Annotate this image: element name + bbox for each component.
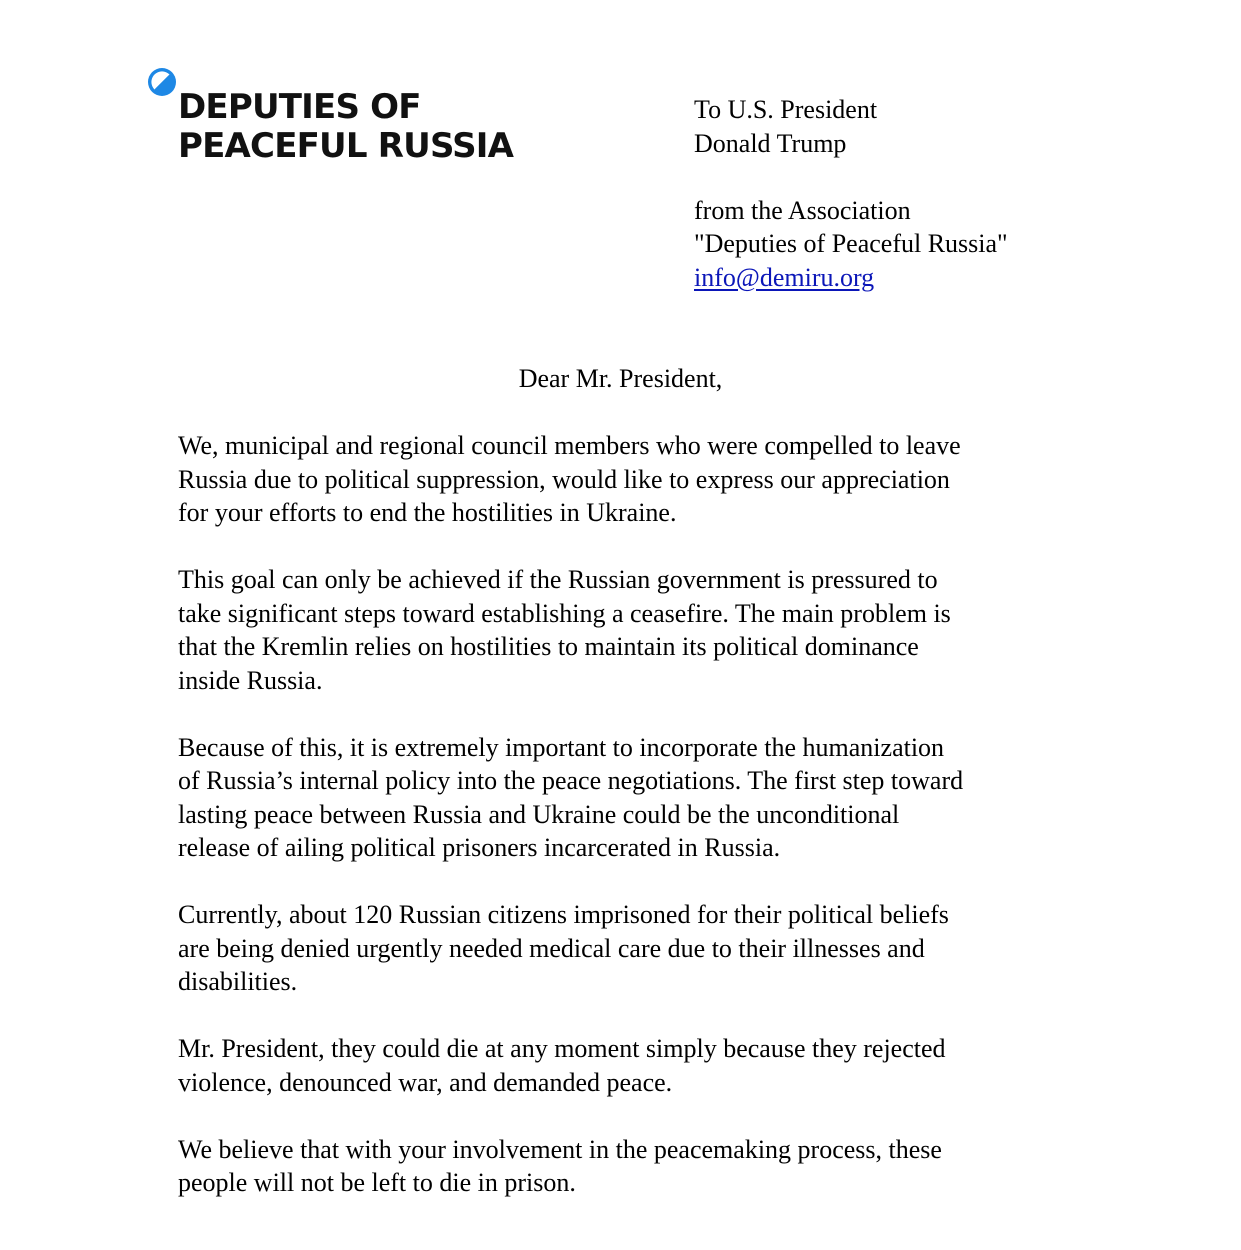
body-line: disabilities. — [178, 967, 298, 996]
body-line: Mr. President, they could die at any moment simply because they rejected — [178, 1034, 946, 1063]
sender-line-2: "Deputies of Peaceful Russia" — [694, 229, 1008, 258]
body-line: release of ailing political prisoners incarcerated in Russia. — [178, 833, 781, 862]
sender-line-1: from the Association — [694, 195, 911, 225]
logo-line-2: PEACEFUL RUSSIA — [178, 125, 514, 166]
paragraph-1 — [178, 429, 1078, 530]
address-spacer — [694, 160, 1008, 194]
salutation: Dear Mr. President, — [518, 364, 723, 393]
body-line: lasting peace between Russia and Ukraine could be the unconditional — [178, 799, 900, 829]
body-line: that the Kremlin relies on hostilities to maintain its political dominance — [178, 632, 919, 661]
paragraph-5 — [178, 1032, 1078, 1099]
body-line: of Russia’s internal policy into the peace negotiations. The first step toward — [178, 766, 964, 795]
letter-body — [178, 429, 1078, 1233]
email-link[interactable]: info@demiru.org — [694, 262, 875, 292]
paragraph-4 — [178, 898, 1078, 999]
body-line: people will not be left to die in prison. — [178, 1168, 576, 1197]
body-line: Currently, about 120 Russian citizens imprisoned for their political beliefs — [178, 900, 949, 929]
body-line: Russia due to political suppression, would like to express our appreciation — [178, 464, 950, 494]
recipient-line-2: Donald Trump — [694, 128, 847, 158]
paragraph-2 — [178, 563, 1078, 697]
logo-half-circle-icon — [147, 67, 177, 97]
body-line: take significant steps toward establishing a ceasefire. The main problem is — [178, 598, 951, 628]
body-line: are being denied urgently needed medical care due to their illnesses and — [178, 933, 925, 963]
organization-logo-wordmark — [178, 88, 513, 165]
body-line: for your efforts to end the hostilities in Ukraine. — [178, 498, 677, 527]
body-line: We believe that with your involvement in the peacemaking process, these — [178, 1134, 942, 1164]
paragraph-6 — [178, 1133, 1078, 1200]
recipient-line-1: To U.S. President — [694, 95, 878, 124]
body-line: This goal can only be achieved if the Russian government is pressured to — [178, 565, 938, 594]
body-line: Because of this, it is extremely important to incorporate the humanization — [178, 732, 945, 762]
logo-line-1: DEPUTIES OF — [178, 87, 421, 127]
address-block — [694, 93, 1008, 294]
body-line: violence, denounced war, and demanded peace. — [178, 1067, 673, 1097]
paragraph-3 — [178, 731, 1078, 865]
body-line: We, municipal and regional council members who were compelled to leave — [178, 431, 961, 460]
body-line: inside Russia. — [178, 665, 323, 695]
